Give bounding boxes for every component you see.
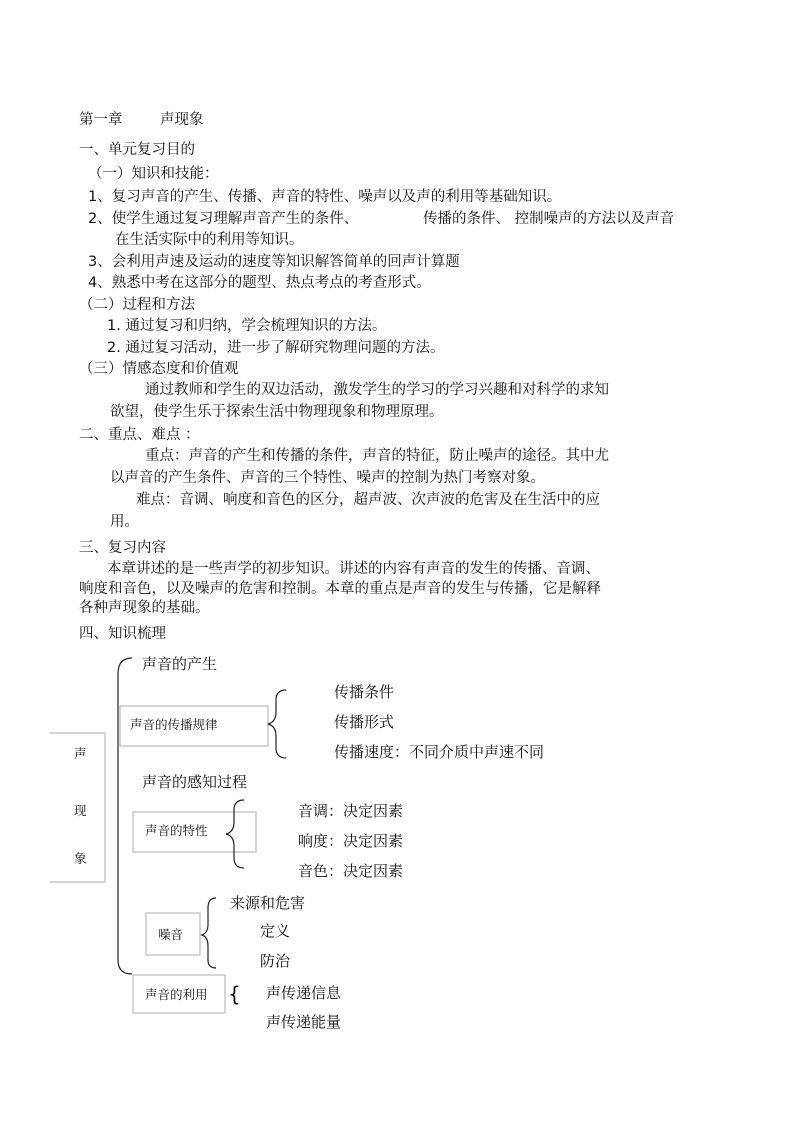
section2-line-2: 以声音的产生条件、声音的三个特性、噪声的控制为热门考察对象。 (110, 470, 545, 486)
sub1-item-2c: 在生活实际中的利用等知识。 (115, 232, 304, 248)
sub1-item-1: 1、复习声音的产生、传播、声音的特性、噪声以及声的利用等基础知识。 (88, 189, 562, 205)
sub2-item-1: 1. 通过复习和归纳，学会梳理知识的方法。 (107, 318, 387, 334)
section2-line-4: 用。 (110, 514, 139, 530)
node-characteristics: 声音的特性 (145, 823, 208, 838)
section3-line-3: 各种声现象的基础。 (79, 600, 210, 616)
section2-line-3: 难点：音调、响度和音色的区分，超声波、次声波的危害及在生活中的应 (136, 492, 600, 508)
sub1-item-4: 4、熟悉中考在这部分的题型、热点考点的考查形式。 (88, 275, 431, 291)
section1-heading: 一、单元复习目的 (79, 142, 195, 158)
root-label-1: 声 (74, 746, 87, 761)
noise-item-2: 定义 (260, 922, 291, 940)
propagation-item-3: 传播速度：不同介质中声速不同 (334, 743, 545, 761)
section3-line-1: 本章讲述的是一些声学的初步知识。讲述的内容有声音的发生的传播、音调、 (107, 561, 600, 577)
characteristics-item-2: 响度：决定因素 (298, 832, 404, 850)
use-item-1: 声传递信息 (266, 984, 342, 1002)
node-propagation: 声音的传播规律 (130, 717, 218, 732)
sub1-item-2b: 传播的条件、 控制噪声的方法以及声音 (423, 211, 675, 227)
chapter-title: 声现象 (160, 112, 204, 128)
use-brace: { (228, 982, 241, 1006)
section1-sub2-heading: （二）过程和方法 (79, 297, 195, 313)
characteristics-item-3: 音色：决定因素 (298, 862, 404, 880)
node-noise: 噪音 (158, 927, 184, 942)
sub1-item-2a: 2、使学生通过复习理解声音产生的条件、 (88, 211, 359, 227)
node-perception: 声音的感知过程 (142, 773, 248, 791)
sub2-item-2: 2. 通过复习活动，进一步了解研究物理问题的方法。 (107, 340, 445, 356)
noise-brace (202, 898, 216, 968)
propagation-item-1: 传播条件 (334, 683, 395, 701)
section1-sub3-heading: （三）情感态度和价值观 (79, 361, 239, 377)
section3-heading: 三、复习内容 (79, 540, 166, 556)
propagation-item-2: 传播形式 (334, 713, 395, 731)
sub3-line-2: 欲望，使学生乐于探索生活中物理现象和物理原理。 (110, 404, 444, 420)
sub3-line-1: 通过教师和学生的双边活动，激发学生的学习的学习兴趣和对科学的求知 (145, 382, 609, 398)
section1-sub1-heading: （一）知识和技能： (88, 166, 219, 182)
noise-item-3: 防治 (260, 952, 291, 970)
section3-line-2: 响度和音色，以及噪声的危害和控制。本章的重点是声音的发生与传播，它是解释 (79, 581, 601, 597)
root-label-3: 象 (74, 851, 87, 866)
use-item-2: 声传递能量 (266, 1013, 342, 1031)
chapter-number: 第一章 (79, 112, 123, 128)
root-label-2: 现 (74, 803, 87, 818)
node-use: 声音的利用 (145, 987, 208, 1002)
noise-item-1: 来源和危害 (230, 894, 306, 912)
characteristics-brace (226, 800, 244, 868)
propagation-brace (268, 690, 286, 758)
node-production: 声音的产生 (142, 655, 218, 673)
characteristics-item-1: 音调：决定因素 (298, 802, 404, 820)
section2-line-1: 重点：声音的产生和传播的条件，声音的特征，防止噪声的途径。其中尤 (145, 448, 609, 464)
section4-heading: 四、知识梳理 (79, 626, 166, 642)
section2-heading: 二、重点、难点 ： (79, 427, 200, 443)
sub1-item-3: 3、会利用声速及运动的速度等知识解答简单的回声计算题 (88, 254, 460, 270)
